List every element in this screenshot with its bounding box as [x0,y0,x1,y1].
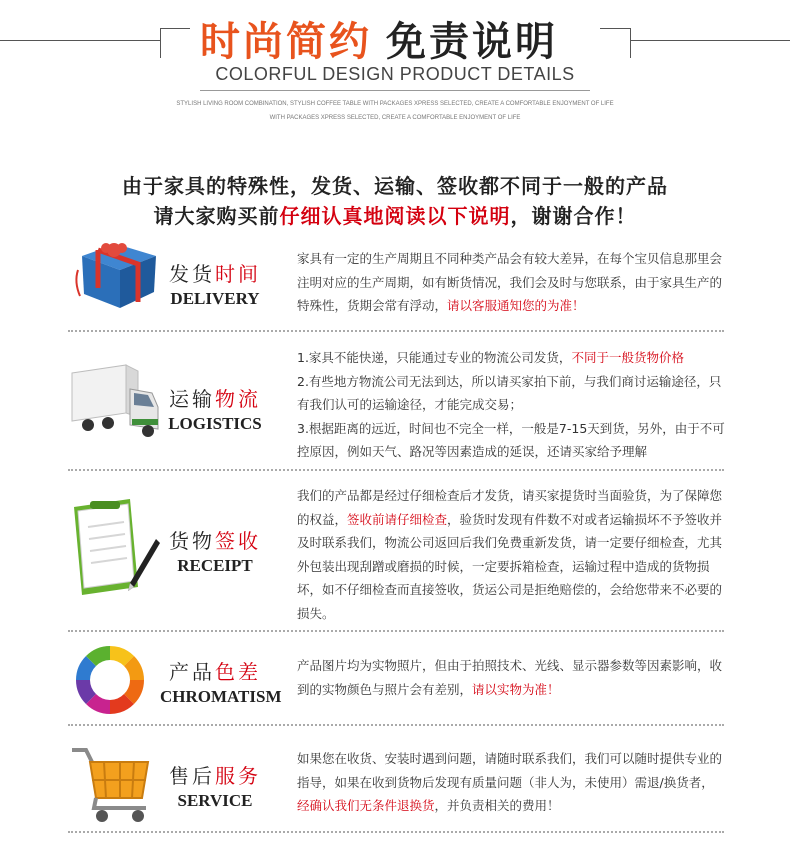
service-text-red: 经确认我们无条件退换货 [297,798,435,813]
delivery-label [160,258,270,309]
delivery-cn-red: 时间 [215,262,261,286]
receipt-text-post: ，验货时发现有件数不对或者运输损坏不予签收并及时联系我们，物流公司返回后我们免费重新发货，请一定要仔细检查，尤其外包装出现刮蹭或磨损的时候，一定要拆箱检查，运输过程中造成的货物损坏，如不仔细检查而直接签收，货运公司是拒绝赔偿的，会给您带来不必要的损失。 [297,511,723,621]
notepad-pen-icon [68,495,164,605]
receipt-cn [160,525,270,554]
header-bracket-left-top [160,28,190,29]
receipt-text [297,484,725,625]
receipt-text-pre: 我们的产品都是经过仔细检查后才发货，请买家提货时当面验货，为了保障您的权益， [297,488,723,527]
chromatism-text-main: 产品图片均为实物照片，但由于拍照技术、光线、显示器参数等因素影响，收到的实物颜色与照片会有差别， [297,658,723,697]
divider [68,469,724,471]
shopping-cart-icon [68,742,164,826]
fine-print-2: WITH PACKAGES XPRESS SELECTED, CREATE A COMFORTABLE ENJOYMENT OF LIFE [269,115,521,121]
chromatism-text [297,654,725,701]
delivery-cn-black: 发货 [169,262,215,286]
delivery-text [297,247,725,318]
intro-line-1: 由于家具的特殊性，发货、运输、签收都不同于一般的产品 [122,174,668,198]
divider [68,831,724,833]
chromatism-en: CHROMATISM [160,687,282,706]
chromatism-cn [160,656,270,685]
divider [68,330,724,332]
receipt-en: RECEIPT [177,556,253,575]
logistics-p1: 1.家具不能快递，只能通过专业的物流公司发货， [297,350,572,365]
divider [68,724,724,726]
service-text-post: ，并负责相关的费用！ [434,798,560,813]
delivery-en: DELIVERY [170,289,260,308]
intro-line-2-post: ，谢谢合作！ [510,204,637,228]
page-title [200,10,558,67]
divider [68,630,724,632]
service-en: SERVICE [177,791,253,810]
delivery-text-red: 请以客服通知您的为准！ [447,298,585,313]
page-subtitle: COLORFUL DESIGN PRODUCT DETAILS [215,64,575,84]
intro-line-2 [0,200,790,229]
service-cn-red: 服务 [215,764,261,788]
logistics-point-3: 3.根据距离的远近，时间也不完全一样，一般是7-15天到货，另外，由于不可控原因，例如天气、路况等因素造成的延误，还请买家给予理解 [297,420,725,459]
section-service [68,738,724,828]
section-delivery [68,240,724,330]
logistics-p1-red: 不同于一般货物价格 [571,350,684,365]
chromatism-label [160,656,282,707]
subtitle-rule [200,90,590,91]
section-logistics [68,345,724,465]
service-cn [160,760,270,789]
receipt-cn-red: 签收 [215,529,261,553]
header-rule-right [630,40,790,41]
title-dark: 免责说明 [386,19,558,65]
receipt-label [160,525,270,576]
logistics-en: LOGISTICS [168,414,262,433]
color-wheel-icon [68,642,164,720]
intro-line-2-pre: 请大家购买前 [153,204,280,228]
truck-icon [68,363,164,459]
header-rule-left [0,40,160,41]
service-label [160,760,270,811]
intro-line-2-red: 仔细认真地阅读以下说明 [279,204,511,228]
gift-box-icon [68,240,164,336]
service-text [297,747,725,818]
logistics-point-2: 2.有些地方物流公司无法到达，所以请买家拍下前，与我们商讨运输途径，只有我们认可的运输途径，才能完成交易； [297,373,722,412]
logistics-cn-black: 运输 [169,387,215,411]
title-colored: 时尚简约 [200,19,372,65]
logistics-cn-red: 物流 [215,387,261,411]
header-bracket-right-top [600,28,630,29]
section-chromatism [68,642,724,722]
logistics-label [160,383,270,434]
page-header [0,0,790,130]
receipt-cn-black: 货物 [169,529,215,553]
header-bracket-right [630,28,631,58]
logistics-point-1 [297,346,725,370]
service-text-pre: 如果您在收货、安装时遇到问题，请随时联系我们，我们可以随时提供专业的指导，如果在收到货物后发现有质量问题（非人为，未使用）需退/换货者， [297,751,723,790]
service-cn-black: 售后 [169,764,215,788]
fine-print-1: STYLISH LIVING ROOM COMBINATION, STYLISH COFFEE TABLE WITH PACKAGES XPRESS SELECTED, CREATE A COMFORTABLE ENJOYMENT OF LIFE [176,101,614,107]
delivery-text-main: 家具有一定的生产周期且不同种类产品会有较大差异，在每个宝贝信息那里会注明对应的生产周期，如有断货情况，我们会及时与您联系，由于家具生产的特殊性，货期会常有浮动， [297,251,723,313]
chromatism-cn-black: 产品 [169,660,215,684]
section-receipt [68,483,724,623]
delivery-cn [160,258,270,287]
logistics-cn [160,383,270,412]
header-bracket-left [160,28,161,58]
chromatism-cn-red: 色差 [215,660,261,684]
receipt-text-red: 签收前请仔细检查 [347,511,448,527]
logistics-text [297,346,725,464]
chromatism-text-red: 请以实物为准！ [472,681,560,697]
